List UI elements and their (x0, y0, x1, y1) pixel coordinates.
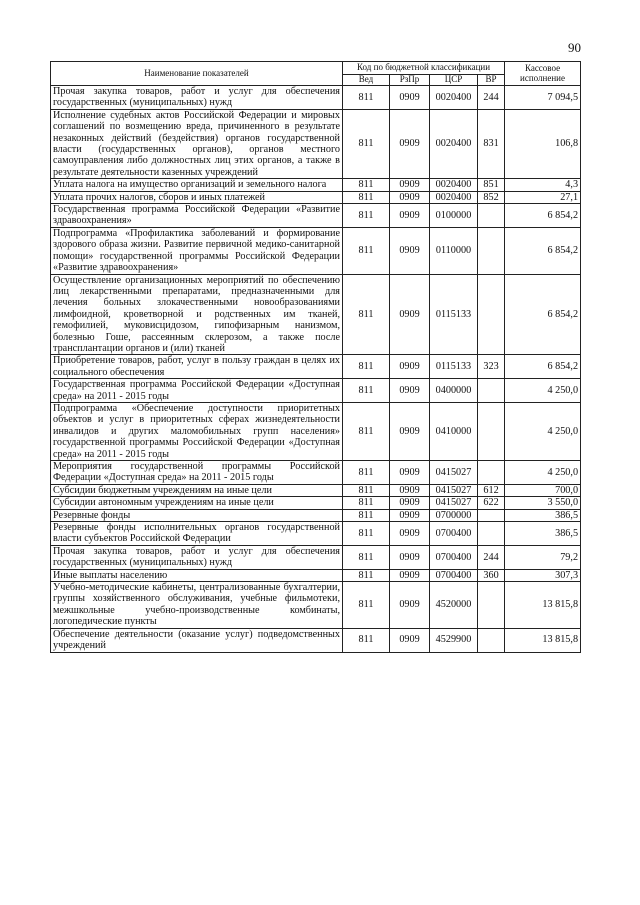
row-amount-cell: 79,2 (505, 545, 581, 569)
row-vr-cell: 244 (478, 545, 505, 569)
row-rzpr-cell: 0909 (390, 569, 430, 581)
row-name-cell: Резервные фонды (51, 509, 343, 521)
row-name-cell: Субсидии автономным учреждениям на иные цели (51, 497, 343, 509)
row-rzpr-cell: 0909 (390, 355, 430, 379)
table-row (51, 509, 581, 521)
row-ved-cell: 811 (343, 379, 390, 403)
table-row (51, 402, 581, 460)
row-csr-cell: 0110000 (430, 227, 478, 274)
row-name-cell: Резервные фонды исполнительных органов государственной власти субъектов Российской Федерации (51, 522, 343, 546)
table-row (51, 274, 581, 355)
row-rzpr-cell: 0909 (390, 461, 430, 485)
header-budget-code: Код по бюджетной классификации (343, 62, 505, 75)
row-ved-cell: 811 (343, 497, 390, 509)
row-rzpr-cell: 0909 (390, 497, 430, 509)
header-vr: ВР (478, 75, 505, 86)
row-csr-cell: 0700400 (430, 522, 478, 546)
row-rzpr-cell: 0909 (390, 402, 430, 460)
row-rzpr-cell: 0909 (390, 379, 430, 403)
table-row (51, 227, 581, 274)
row-rzpr-cell: 0909 (390, 227, 430, 274)
row-vr-cell (478, 461, 505, 485)
row-csr-cell: 0400000 (430, 379, 478, 403)
row-vr-cell: 852 (478, 191, 505, 203)
budget-execution-table (50, 61, 581, 653)
row-vr-cell (478, 379, 505, 403)
row-rzpr-cell: 0909 (390, 509, 430, 521)
row-ved-cell: 811 (343, 545, 390, 569)
header-rzpr: РзПр (390, 75, 430, 86)
row-rzpr-cell: 0909 (390, 484, 430, 496)
table-row (51, 484, 581, 496)
table-row (51, 191, 581, 203)
header-cash-execution: Кассовое исполнение (505, 62, 581, 86)
row-amount-cell: 6 854,2 (505, 204, 581, 228)
row-amount-cell: 4,3 (505, 179, 581, 191)
table-row (51, 628, 581, 652)
row-rzpr-cell: 0909 (390, 109, 430, 178)
row-amount-cell: 27,1 (505, 191, 581, 203)
row-vr-cell (478, 522, 505, 546)
row-rzpr-cell: 0909 (390, 204, 430, 228)
row-vr-cell (478, 582, 505, 629)
row-name-cell: Уплата прочих налогов, сборов и иных платежей (51, 191, 343, 203)
row-name-cell: Подпрограмма «Обеспечение доступности приоритетных объектов и услуг в приоритетных сферах жизнедеятельности инвалидов и других маломобильных групп населения» государственной программы Российской Федерации «Доступная среда» на 2011 - 2015 годы (51, 402, 343, 460)
row-name-cell: Осуществление организационных мероприятий по обеспечению лиц лекарственными препаратами, предназначенными для лечения больных злокачественными новообразованиями лимфоидной, кроветворной и родственных им тканей, гемофилией, муковисцидозом, гипофизарным нанизмом, болезнью Гоше, рассеянным склерозом, а также после трансплантации органов и (или) тканей (51, 274, 343, 355)
row-name-cell: Уплата налога на имущество организаций и земельного налога (51, 179, 343, 191)
row-vr-cell: 851 (478, 179, 505, 191)
row-rzpr-cell: 0909 (390, 582, 430, 629)
row-csr-cell: 0020400 (430, 109, 478, 178)
row-rzpr-cell: 0909 (390, 191, 430, 203)
row-csr-cell: 0700400 (430, 569, 478, 581)
row-ved-cell: 811 (343, 86, 390, 110)
table-row (51, 355, 581, 379)
row-amount-cell: 307,3 (505, 569, 581, 581)
row-csr-cell: 0415027 (430, 484, 478, 496)
row-rzpr-cell: 0909 (390, 522, 430, 546)
table-row (51, 379, 581, 403)
row-rzpr-cell: 0909 (390, 179, 430, 191)
table-row (51, 86, 581, 110)
table-row (51, 179, 581, 191)
row-name-cell: Мероприятия государственной программы Российской Федерации «Доступная среда» на 2011 - 2015 годы (51, 461, 343, 485)
row-name-cell: Субсидии бюджетным учреждениям на иные цели (51, 484, 343, 496)
row-name-cell: Иные выплаты населению (51, 569, 343, 581)
row-amount-cell: 4 250,0 (505, 461, 581, 485)
header-ved: Вед (343, 75, 390, 86)
row-csr-cell: 0020400 (430, 179, 478, 191)
row-vr-cell (478, 274, 505, 355)
row-ved-cell: 811 (343, 179, 390, 191)
row-vr-cell (478, 204, 505, 228)
row-name-cell: Прочая закупка товаров, работ и услуг для обеспечения государственных (муниципальных) нужд (51, 86, 343, 110)
table-row (51, 461, 581, 485)
table-row (51, 522, 581, 546)
row-name-cell: Исполнение судебных актов Российской Федерации и мировых соглашений по возмещению вреда, причиненного в результате незаконных действий (бездействия) органов государственной власти (государственных органов), органов местного самоуправления либо должностных лиц этих органов, а также в результате деятельности казенных учреждений (51, 109, 343, 178)
row-amount-cell: 6 854,2 (505, 355, 581, 379)
row-ved-cell: 811 (343, 509, 390, 521)
row-vr-cell (478, 402, 505, 460)
row-csr-cell: 0700000 (430, 509, 478, 521)
row-ved-cell: 811 (343, 204, 390, 228)
row-csr-cell: 0020400 (430, 86, 478, 110)
table-row (51, 582, 581, 629)
header-indicator-name: Наименование показателей (51, 62, 343, 86)
row-amount-cell: 7 094,5 (505, 86, 581, 110)
row-ved-cell: 811 (343, 402, 390, 460)
row-ved-cell: 811 (343, 582, 390, 629)
row-name-cell: Государственная программа Российской Федерации «Доступная среда» на 2011 - 2015 годы (51, 379, 343, 403)
row-amount-cell: 700,0 (505, 484, 581, 496)
row-vr-cell (478, 628, 505, 652)
row-csr-cell: 0410000 (430, 402, 478, 460)
row-name-cell: Приобретение товаров, работ, услуг в пользу граждан в целях их социального обеспечения (51, 355, 343, 379)
row-csr-cell: 0415027 (430, 497, 478, 509)
row-amount-cell: 6 854,2 (505, 227, 581, 274)
row-amount-cell: 106,8 (505, 109, 581, 178)
row-name-cell: Прочая закупка товаров, работ и услуг для обеспечения государственных (муниципальных) нужд (51, 545, 343, 569)
row-vr-cell: 244 (478, 86, 505, 110)
table-row (51, 109, 581, 178)
row-amount-cell: 386,5 (505, 509, 581, 521)
row-vr-cell: 612 (478, 484, 505, 496)
row-csr-cell: 0115133 (430, 355, 478, 379)
row-vr-cell (478, 227, 505, 274)
row-vr-cell: 831 (478, 109, 505, 178)
row-vr-cell: 360 (478, 569, 505, 581)
row-csr-cell: 0100000 (430, 204, 478, 228)
row-vr-cell (478, 509, 505, 521)
row-amount-cell: 3 550,0 (505, 497, 581, 509)
row-amount-cell: 6 854,2 (505, 274, 581, 355)
table-row (51, 497, 581, 509)
row-name-cell: Государственная программа Российской Федерации «Развитие здравоохранения» (51, 204, 343, 228)
row-name-cell: Обеспечение деятельности (оказание услуг) подведомственных учреждений (51, 628, 343, 652)
row-ved-cell: 811 (343, 191, 390, 203)
row-ved-cell: 811 (343, 628, 390, 652)
row-csr-cell: 0415027 (430, 461, 478, 485)
row-csr-cell: 0115133 (430, 274, 478, 355)
header-csr: ЦСР (430, 75, 478, 86)
row-amount-cell: 386,5 (505, 522, 581, 546)
row-name-cell: Учебно-методические кабинеты, централизованные бухгалтерии, группы хозяйственного обслуживания, учебные фильмотеки, межшкольные учебно-производственные комбинаты, логопедические пункты (51, 582, 343, 629)
row-vr-cell: 622 (478, 497, 505, 509)
row-vr-cell: 323 (478, 355, 505, 379)
row-ved-cell: 811 (343, 461, 390, 485)
row-ved-cell: 811 (343, 274, 390, 355)
row-rzpr-cell: 0909 (390, 86, 430, 110)
table-row (51, 204, 581, 228)
row-ved-cell: 811 (343, 355, 390, 379)
row-amount-cell: 4 250,0 (505, 379, 581, 403)
row-ved-cell: 811 (343, 569, 390, 581)
row-csr-cell: 0700400 (430, 545, 478, 569)
row-ved-cell: 811 (343, 484, 390, 496)
page-number: 90 (568, 40, 581, 55)
row-ved-cell: 811 (343, 109, 390, 178)
row-csr-cell: 4529900 (430, 628, 478, 652)
row-amount-cell: 13 815,8 (505, 628, 581, 652)
row-rzpr-cell: 0909 (390, 628, 430, 652)
row-ved-cell: 811 (343, 227, 390, 274)
row-rzpr-cell: 0909 (390, 545, 430, 569)
row-csr-cell: 4520000 (430, 582, 478, 629)
row-csr-cell: 0020400 (430, 191, 478, 203)
table-body (51, 86, 581, 653)
row-amount-cell: 13 815,8 (505, 582, 581, 629)
row-name-cell: Подпрограмма «Профилактика заболеваний и формирование здорового образа жизни. Развитие первичной медико-санитарной помощи» государственной программы Российской Федерации «Развитие здравоохранения» (51, 227, 343, 274)
row-amount-cell: 4 250,0 (505, 402, 581, 460)
row-ved-cell: 811 (343, 522, 390, 546)
table-row (51, 569, 581, 581)
table-row (51, 545, 581, 569)
row-rzpr-cell: 0909 (390, 274, 430, 355)
